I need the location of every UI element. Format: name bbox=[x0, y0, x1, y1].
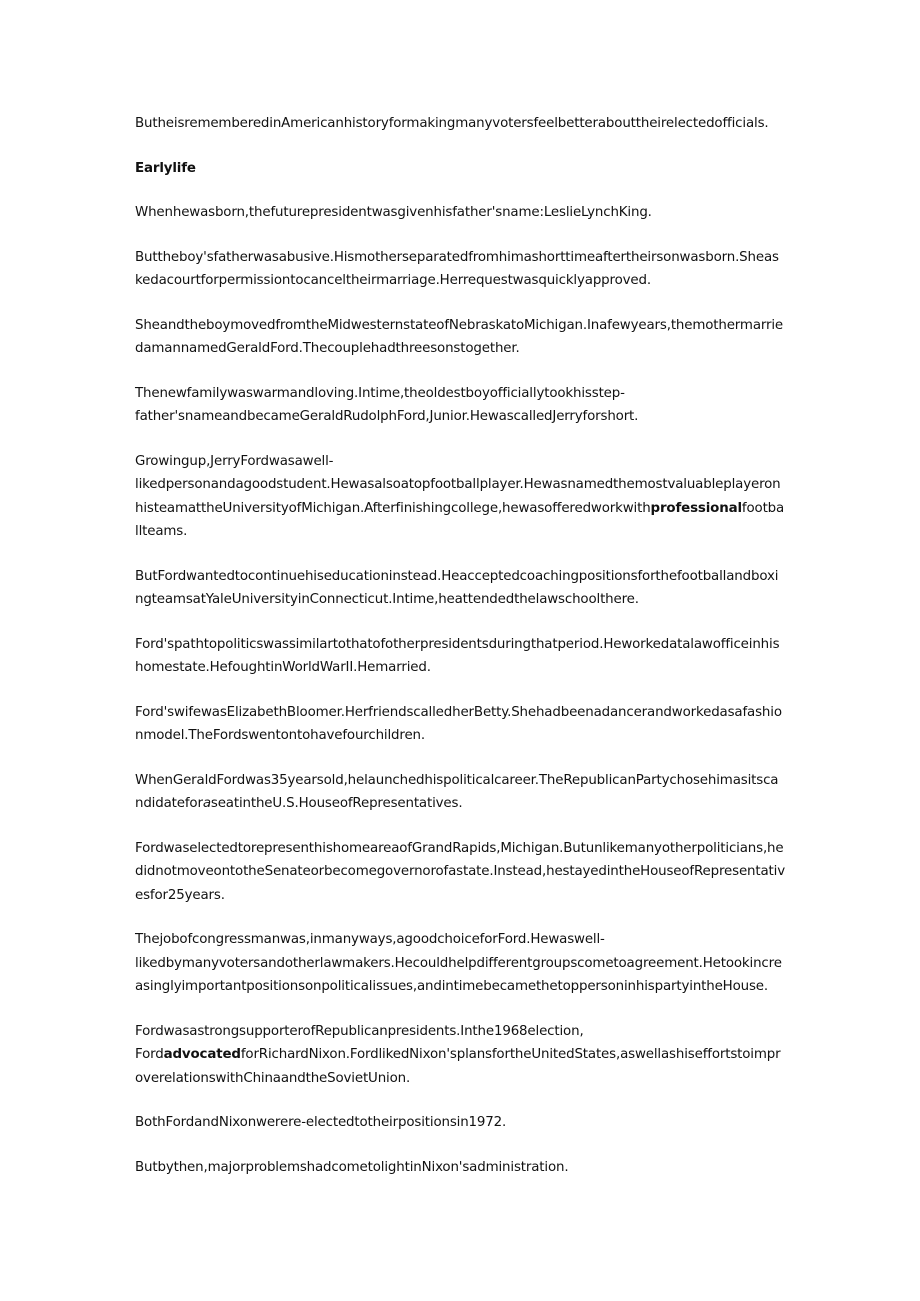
paragraph-congressman bbox=[135, 928, 785, 999]
paragraph-yale: ButFordwantedtocontinuehiseducationinstead.HeacceptedcoachingpositionsforthefootballandboxingteamsatYaleUniversityinConnecticut.Intime,heattendedthelawschoolthere. bbox=[135, 568, 779, 607]
paragraph-re-elected: BothFordandNixonwerere-electedtotheirpositionsin1972. bbox=[135, 1115, 507, 1130]
paragraph-political-career bbox=[135, 769, 785, 816]
paragraph-father-abusive: Buttheboy'sfatherwasabusive.Hismotherseparatedfromhimashorttimeaftertheirsonwasborn.Sheaskedacourtforpermissiontocanceltheirmarriage.Herrequestwasquicklyapproved. bbox=[135, 249, 779, 288]
paragraph-political-career-end: seatintheU.S.HouseofRepresentatives. bbox=[210, 796, 463, 811]
paragraph-growing-up-text: likedpersonandagoodstudent.Hewasalsoatopfootballplayer.HewasnamedthemostvaluableplayeronhisteamattheUniversityofMichigan.Afterfinishingcollege,hewasofferedworkwith bbox=[135, 477, 781, 516]
paragraph-path-to-politics: Ford'spathtopoliticswassimilartothatofotherpresidentsduringthatperiod.Heworkedatalawofficeinhishomestate.HefoughtinWorldWarII.Hemarried. bbox=[135, 636, 780, 675]
paragraph-congressman-line-1: Thejobofcongressmanwas,inmanyways,agoodchoiceforFord.Hewaswell- bbox=[135, 932, 605, 947]
paragraph-growing-up bbox=[135, 450, 785, 544]
document-body bbox=[135, 112, 785, 1200]
paragraph-republican-supporter-line-1: FordwasastrongsupporterofRepublicanpresidents.Inthe1968election, bbox=[135, 1023, 584, 1039]
paragraph-congressman-text: likedbymanyvotersandotherlawmakers.Hecouldhelpdifferentgroupscometoagreement.Hetookincreasinglyimportantpositionsonpoliticalissues,andintimebecamethetoppersoninhispartyintheHouse. bbox=[135, 955, 782, 994]
paragraph-republican-supporter-end: forRichardNixon.FordlikedNixon'splansfortheUnitedStates,aswellashiseffortstoimproverelationswithChinaandtheSovietUnion. bbox=[135, 1047, 781, 1086]
paragraph-grand-rapids: FordwaselectedtorepresenthishomeareaofGrandRapids,Michigan.Butunlikemanyotherpoliticians,hedidnotmoveontotheSenateorbecomegovernorofastate.Instead,hestayedintheHouseofRepresentativesfor25years. bbox=[135, 840, 785, 903]
paragraph-birth-name: Whenhewasborn,thefuturepresidentwasgivenhisfather'sname:LeslieLynchKing. bbox=[135, 205, 652, 220]
bold-word-advocated: advocated bbox=[163, 1047, 241, 1062]
bold-word-professional: professional bbox=[650, 500, 742, 516]
paragraph-remembered: ButheisrememberedinAmericanhistoryformakingmanyvotersfeelbetterabouttheirelectedofficials. bbox=[135, 116, 769, 131]
section-heading-early-life: Earlylife bbox=[135, 160, 196, 176]
italic-word-a: a bbox=[202, 796, 211, 811]
paragraph-growing-up-line-1: Growingup,JerryFordwasawell- bbox=[135, 453, 334, 469]
paragraph-growing-up-end: footballteams. bbox=[135, 500, 785, 539]
paragraph-new-family-line-1: Thenewfamilywaswarmandloving.Intime,theoldestboyofficiallytookhisstep- bbox=[135, 385, 625, 401]
paragraph-new-family bbox=[135, 382, 785, 429]
paragraph-political-career-text: WhenGeraldFordwas35yearsold,helaunchedhispoliticalcareer.TheRepublicanPartychosehimasitscandidatefor bbox=[135, 772, 779, 811]
paragraph-republican-supporter-start: Ford bbox=[135, 1047, 164, 1062]
paragraph-wife-betty: Ford'swifewasElizabethBloomer.HerfriendscalledherBetty.Shehadbeenadancerandworkedasafashionmodel.TheFordswentontohavefourchildren. bbox=[135, 704, 782, 743]
paragraph-moved-to-michigan: She​andtheboymovedfromtheMidwesternstateofNebraskatoMichigan.Inafewyears,themothermarriedamannamedGeraldFord.Thecouplehadthreesonstogether. bbox=[135, 317, 784, 356]
paragraph-republican-supporter bbox=[135, 1020, 785, 1091]
paragraph-new-family-line-2: father'snameandbecameGeraldRudolphFord,Junior.HewascalledJerryforshort. bbox=[135, 409, 639, 424]
paragraph-major-problems: Butbythen,majorproblemshadcometolightinNixon'sadministration. bbox=[135, 1159, 569, 1175]
